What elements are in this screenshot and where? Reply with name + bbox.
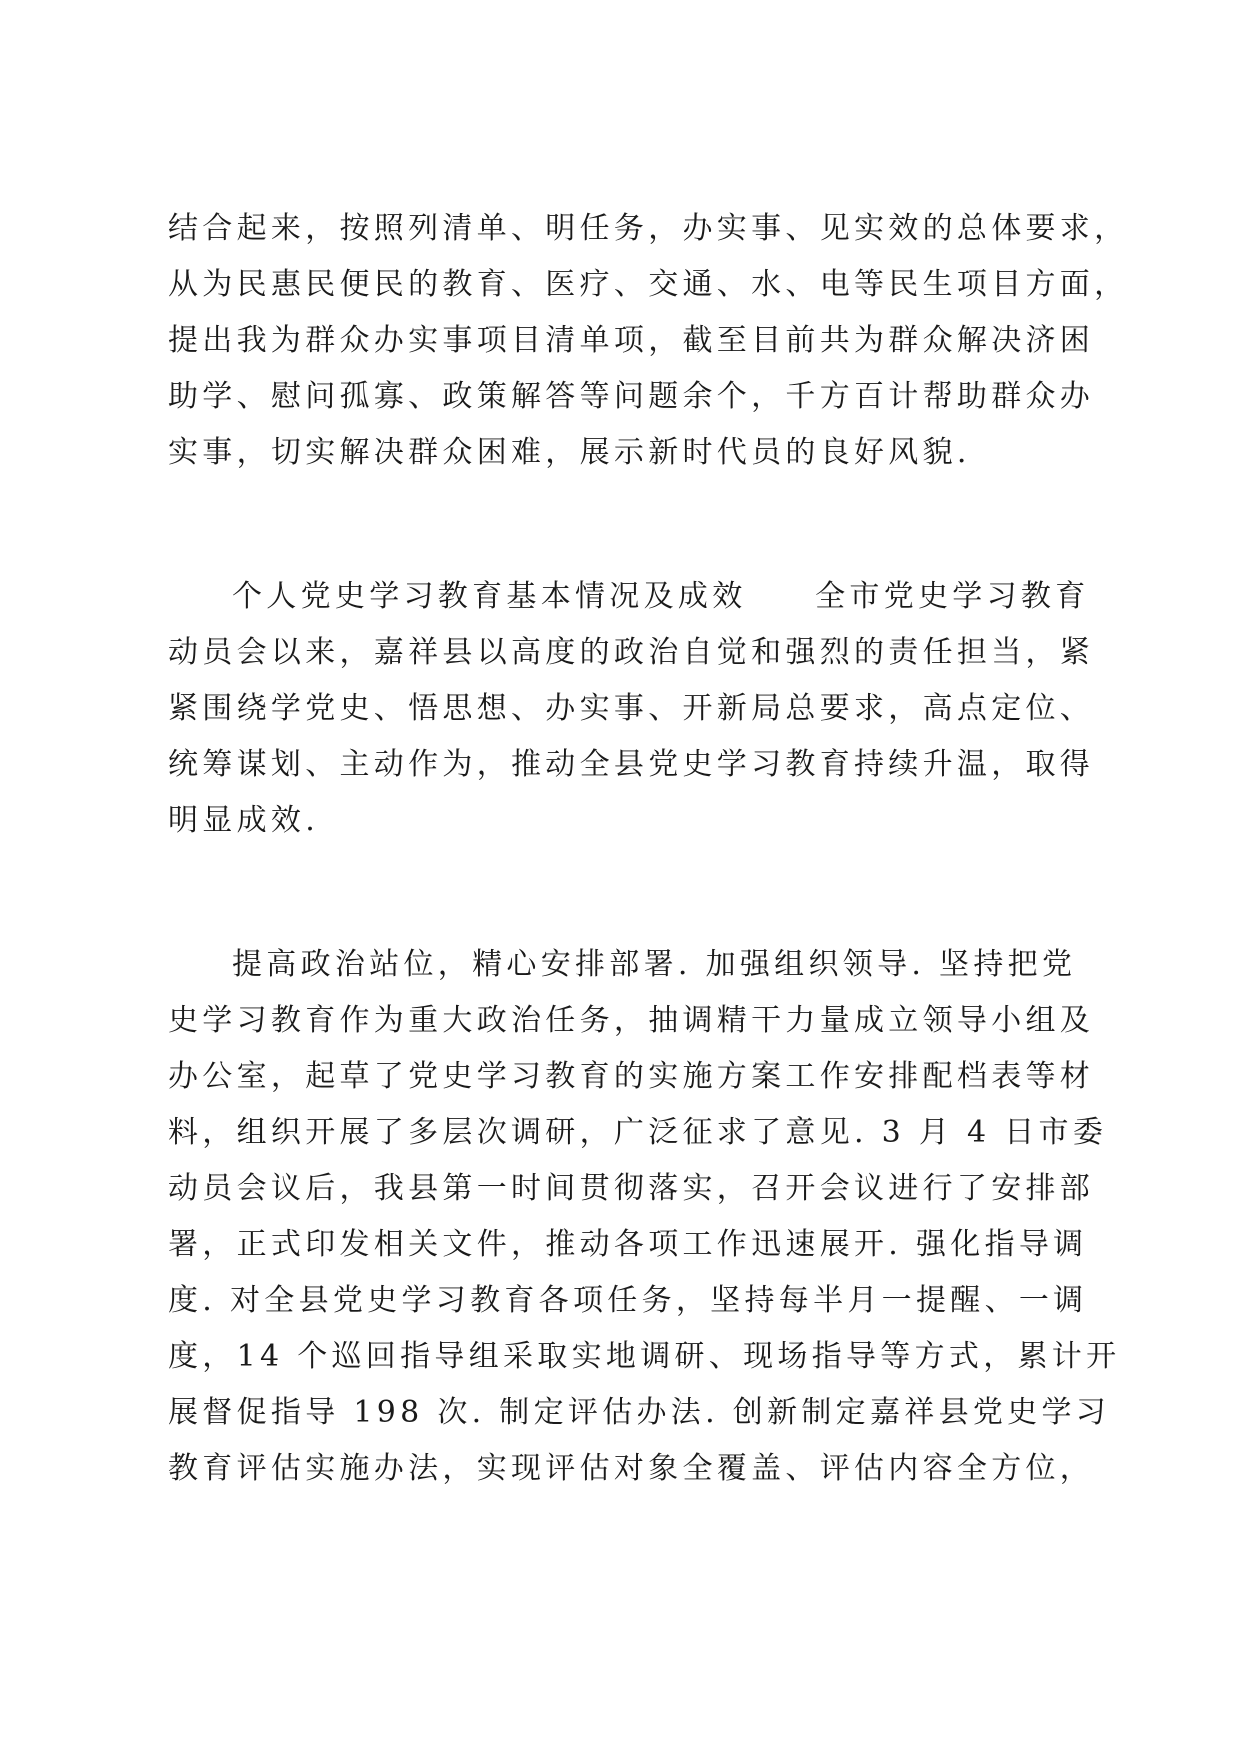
paragraph-3-line-2: 史学习教育作为重大政治任务，抽调精干力量成立领导小组及 xyxy=(168,1003,1095,1038)
paragraph-3-line-10: 教育评估实施办法，实现评估对象全覆盖、评估内容全方位， xyxy=(168,1451,1095,1486)
paragraph-3-line-6: 署，正式印发相关文件，推动各项工作迅速展开. 强化指导调 xyxy=(168,1227,1088,1262)
paragraph-1-line-3: 提出我为群众办实事项目清单项，截至目前共为群众解决济困 xyxy=(168,323,1095,358)
paragraph-3-line-4: 料，组织开展了多层次调研，广泛征求了意见. 3 月 4 日市委 xyxy=(168,1115,1108,1150)
paragraph-2-line-3: 紧围绕学党史、悟思想、办实事、开新局总要求，高点定位、 xyxy=(168,691,1095,726)
paragraph-1-line-1: 结合起来，按照列清单、明任务，办实事、见实效的总体要求， xyxy=(168,211,1129,246)
paragraph-2-line-1: 个人党史学习教育基本情况及成效 全市党史学习教育 xyxy=(232,579,1090,614)
paragraph-1-line-5: 实事，切实解决群众困难，展示新时代员的良好风貌. xyxy=(168,435,971,470)
paragraph-3-line-1: 提高政治站位，精心安排部署. 加强组织领导. 坚持把党 xyxy=(232,947,1077,982)
paragraph-3-line-9: 展督促指导 198 次. 制定评估办法. 创新制定嘉祥县党史学习 xyxy=(168,1395,1111,1430)
paragraph-3-line-7: 度. 对全县党史学习教育各项任务，坚持每半月一提醒、一调 xyxy=(168,1283,1088,1318)
paragraph-3-line-8: 度，14 个巡回指导组采取实地调研、现场指导等方式，累计开 xyxy=(168,1339,1121,1374)
paragraph-2-line-5: 明显成效. xyxy=(168,803,320,838)
paragraph-2-line-2: 动员会以来，嘉祥县以高度的政治自觉和强烈的责任担当，紧 xyxy=(168,635,1095,670)
paragraph-3-line-5: 动员会议后，我县第一时间贯彻落实，召开会议进行了安排部 xyxy=(168,1171,1095,1206)
paragraph-1-line-4: 助学、慰问孤寡、政策解答等问题余个，千方百计帮助群众办 xyxy=(168,379,1095,414)
paragraph-1-line-2: 从为民惠民便民的教育、医疗、交通、水、电等民生项目方面， xyxy=(168,267,1129,302)
paragraph-2-line-4: 统筹谋划、主动作为，推动全县党史学习教育持续升温，取得 xyxy=(168,747,1095,782)
paragraph-3-line-3: 办公室，起草了党史学习教育的实施方案工作安排配档表等材 xyxy=(168,1059,1095,1094)
